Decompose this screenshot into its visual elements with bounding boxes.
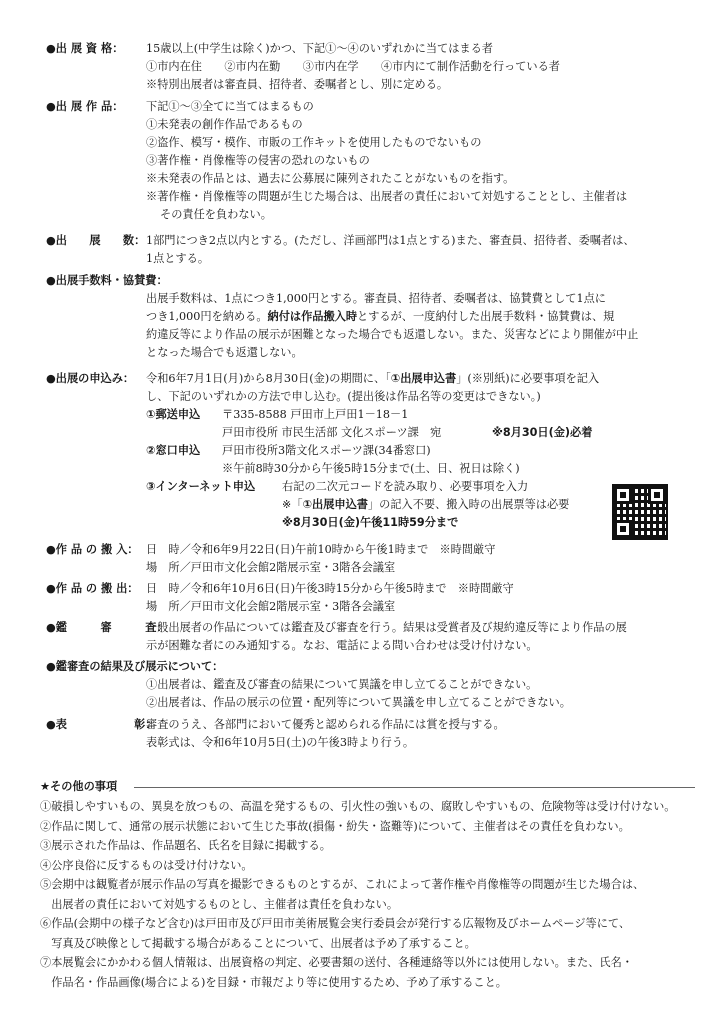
fee-line: 約違反等により作品の展示が困難となった場合でも返還しない。また、災害などにより開催が中止 [146, 328, 639, 341]
mail-deadline: ※8月30日(金)必着 [492, 426, 593, 439]
mail-recipient: 戸田市役所 市民生活部 文化スポーツ課 宛 [222, 426, 442, 439]
net-instruction: 右記の二次元コードを読み取り、必要事項を入力 [282, 480, 529, 493]
section-application [46, 370, 695, 532]
net-form-name: ①出展申込書 [302, 498, 368, 511]
section-judging [46, 619, 695, 655]
section-works [46, 98, 695, 224]
count-line: 1点とする。 [146, 252, 210, 265]
carry-out-place: 場 所／戸田市文化会館2階展示室・3階各会議室 [146, 600, 396, 613]
works-note: ※著作権・肖像権等の問題が生じた場合は、出展者の責任において対処することとし、主催者は [146, 190, 628, 203]
net-note: ※「①出展申込書」の記入不要、搬入時の出展票等は必要 [282, 498, 570, 511]
application-heading: ●出展の申込み： [46, 372, 135, 385]
section-count [46, 232, 695, 268]
carry-out-heading: ●作 品 の 搬 出： [46, 582, 139, 595]
section-qualification [46, 40, 695, 94]
fee-line: つき1,000円を納める。納付は作品搬入時とするが、一度納付した出展手数料・協賛費は、規 [146, 310, 615, 323]
window-label: ②窓口申込 [146, 444, 201, 457]
count-heading: ●出 展 数： [46, 234, 146, 247]
mail-label: ①郵送申込 [146, 408, 201, 421]
section-fee [46, 272, 695, 362]
carry-in-place: 場 所／戸田市文化会館2階展示室・3階各会議室 [146, 561, 396, 574]
works-heading: ●出 展 作 品： [46, 100, 124, 113]
other-item: ⑦本展覧会にかかわる個人情報は、出展資格の判定、必要書類の送付、各種連絡等以外には使用しない。また、氏名・ [40, 956, 633, 969]
other-list [40, 797, 695, 992]
qualification-note: ※特別出展者は審査員、招待者、委嘱者とし、別に定める。 [146, 78, 449, 91]
application-line: し、下記のいずれかの方法で申し込む。(提出後は作品名等の変更はできない。) [146, 390, 541, 403]
qualification-heading: ●出 展 資 格： [46, 42, 124, 55]
net-label: ③インターネット申込 [146, 480, 256, 493]
works-note: ※未発表の作品とは、過去に公募展に陳列されたことがないものを指す。 [146, 172, 515, 185]
fee-heading: ●出展手数料・協賛費： [46, 274, 168, 287]
other-item: ②作品に関して、通常の展示状態において生じた事故(損傷・紛失・盗難等)について、主催者はその責任を負わない。 [40, 819, 630, 833]
window-hours: ※午前8時30分から午後5時15分まで(土、日、祝日は除く) [222, 462, 520, 475]
works-note: その責任を負わない。 [160, 208, 272, 221]
other-item: 出展者の責任において対処するものとし、主催者は責任を負わない。 [40, 897, 399, 911]
judging-line: 一般出展者の作品については鑑査及び審査を行う。結果は受賞者及び規約違反等により作品の展 [146, 621, 627, 634]
other-item: ⑥作品(会期中の様子など含む)は戸田市及び戸田市美術展覧会実行委員会が発行する広報物及びホームページ等にて、 [40, 917, 631, 930]
works-line: 下記①～③全てに当てはまるもの [146, 100, 314, 113]
other-item: 写真及び映像として掲載する場合があることについて、出展者は予め了承すること。 [40, 936, 476, 950]
section-award [46, 716, 695, 752]
mail-address: 〒335-8588 戸田市上戸田1－18－1 [222, 408, 409, 421]
judging-line: 示が困難な者にのみ通知する。なお、電話による問い合わせは受け付けない。 [146, 639, 538, 652]
works-line: ③著作権・肖像権等の侵害の恐れのないもの [146, 154, 370, 167]
results-heading: ●鑑審査の結果及び展示について： [46, 660, 224, 673]
carry-out-datetime: 日 時／令和6年10月6日(日)午後3時15分から午後5時まで ※時間厳守 [146, 582, 514, 595]
fee-emphasis: 納付は作品搬入時 [267, 310, 358, 323]
results-line: ①出展者は、鑑査及び審査の結果について異議を申し立てることができない。 [146, 678, 538, 691]
section-carry-in [46, 541, 695, 577]
award-heading: ●表 彰： [46, 718, 157, 731]
net-deadline: ※8月30日(金)午後11時59分まで [282, 516, 459, 529]
section-carry-out [46, 580, 695, 616]
other-item: ③展示された作品は、作品題名、氏名を目録に掲載する。 [40, 839, 331, 852]
judging-heading: ●鑑 審 査： [46, 621, 168, 634]
application-line: 令和6年7月1日(月)から8月30日(金)の期間に、「①出展申込書」(※別紙)に必要事項を記入 [146, 372, 600, 385]
carry-in-datetime: 日 時／令和6年9月22日(日)午前10時から午後1時まで ※時間厳守 [146, 543, 496, 556]
results-line: ②出展者は、作品の展示の位置・配列等について異議を申し立てることができない。 [146, 696, 571, 709]
other-item: ④公序良俗に反するものは受け付けない。 [40, 858, 253, 872]
section-results [46, 658, 695, 712]
other-title: ★その他の事項 [40, 780, 118, 793]
award-line: 表彰式は、令和6年10月5日(土)の午後3時より行う。 [146, 736, 415, 749]
works-line: ①未発表の創作作品であるもの [146, 118, 303, 131]
works-line: ②盗作、模写・模作、市販の工作キットを使用したものでないもの [146, 136, 482, 149]
qualification-line: 15歳以上(中学生は除く)かつ、下記①～④のいずれかに当てはまる者 [146, 42, 493, 55]
other-item: ①破損しやすいもの、異臭を放つもの、高温を発するもの、引火性の強いもの、腐敗しやすいもの、危険物等は受け付けない。 [40, 800, 676, 813]
fee-line: となった場合でも返還しない。 [146, 346, 303, 359]
count-line: 1部門につき2点以内とする。(ただし、洋画部門は1点とする)また、審査員、招待者、委嘱者は、 [146, 234, 635, 247]
qualification-line: ①市内在住 ②市内在勤 ③市内在学 ④市内にて制作活動を行っている者 [146, 60, 560, 73]
divider [134, 787, 695, 788]
qr-code-icon[interactable] [612, 484, 668, 540]
fee-line: 出展手数料は、1点につき1,000円とする。審査員、招待者、委嘱者は、協賛費として1点に [146, 292, 606, 305]
window-location: 戸田市役所3階文化スポーツ課(34番窓口) [222, 444, 431, 457]
other-item: 作品名・作品画像(場合による)を目録・市報だより等に使用するため、予め了承すること。 [40, 975, 507, 989]
award-line: 審査のうえ、各部門において優秀と認められる作品には賞を授与する。 [146, 718, 505, 731]
application-form-name: ①出展申込書 [390, 372, 457, 385]
other-item: ⑤会期中は観覧者が展示作品の写真を撮影できるものとするが、これによって著作権や肖像権等の問題が生じた場合は、 [40, 878, 645, 891]
carry-in-heading: ●作 品 の 搬 入： [46, 543, 139, 556]
